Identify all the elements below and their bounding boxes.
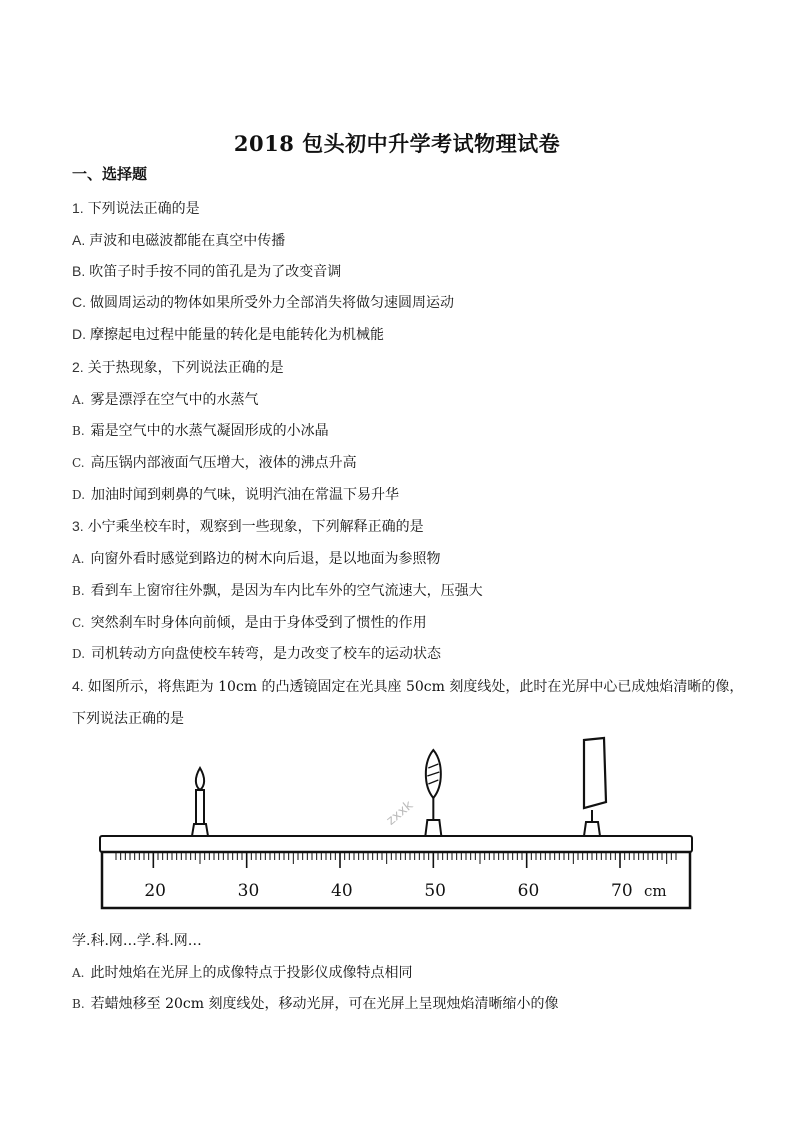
q1-option-b: B. 吹笛子时手按不同的笛孔是为了改变音调 — [72, 263, 342, 280]
question-4-stem-cont: 下列说法正确的是 — [72, 711, 184, 727]
ruler-unit: cm — [644, 882, 667, 900]
question-2-stem — [72, 357, 284, 377]
q3-option-c: C. 突然刹车时身体向前倾，是由于身体受到了惯性的作用 — [72, 615, 427, 631]
question-1-stem — [72, 198, 200, 218]
ruler-tick-label: 60 — [517, 881, 540, 901]
q3-option-b: B. 看到车上窗帘往外飘，是因为车内比车外的空气流速大，压强大 — [72, 583, 483, 599]
q3-option-d: D. 司机转动方向盘使校车转弯，是力改变了校车的运动状态 — [72, 646, 442, 662]
question-4-stem — [72, 676, 743, 696]
q3-option-a: A. 向窗外看时感觉到路边的树木向后退，是以地面为参照物 — [72, 551, 441, 567]
candle — [192, 768, 208, 836]
optical-bench-figure — [96, 728, 696, 918]
q4-option-a: A. 此时烛焰在光屏上的成像特点于投影仪成像特点相同 — [72, 965, 413, 981]
ruler-tick-label: 20 — [144, 881, 166, 901]
q2-option-a: A. 雾是漂浮在空气中的水蒸气 — [72, 392, 259, 408]
ruler-tick-label: 50 — [424, 881, 446, 901]
light-screen — [584, 738, 606, 836]
question-text: 下列说法正确的是 — [87, 201, 200, 217]
ruler-tick-label: 70 — [611, 881, 633, 901]
question-number: 4. — [72, 678, 84, 694]
q2-option-c: C. 高压锅内部液面气压增大，液体的沸点升高 — [72, 455, 357, 471]
q1-option-a: A. 声波和电磁波都能在真空中传播 — [72, 232, 286, 249]
ruler-tick-label: 40 — [331, 881, 353, 901]
question-text: 小宁乘坐校车时，观察到一些现象，下列解释正确的是 — [87, 519, 424, 535]
ruler-tick-label: 30 — [237, 881, 260, 901]
section-heading: 一、选择题 — [72, 165, 148, 183]
watermark: zxxk — [383, 797, 417, 829]
convex-lens — [425, 750, 441, 836]
q1-option-d: D. 摩擦起电过程中能量的转化是电能转化为机械能 — [72, 326, 384, 343]
bench-rail — [100, 836, 692, 852]
ruler-body — [102, 852, 690, 908]
question-number: 2. — [72, 359, 84, 375]
page-title: 2018 包头初中升学考试物理试卷 — [233, 131, 561, 156]
q1-option-c: C. 做圆周运动的物体如果所受外力全部消失将做匀速圆周运动 — [72, 294, 454, 311]
q2-option-b: B. 霜是空气中的水蒸气凝固形成的小冰晶 — [72, 423, 329, 439]
question-number: 3. — [72, 518, 84, 534]
q4-option-b: B. 若蜡烛移至 20cm 刻度线处，移动光屏，可在光屏上呈现烛焰清晰缩小的像 — [72, 996, 559, 1012]
question-text: 关于热现象，下列说法正确的是 — [87, 360, 284, 376]
question-text: 如图所示，将焦距为 10cm 的凸透镜固定在光具座 50cm 刻度线处，此时在光屏中心已成烛焰清晰的像， — [87, 679, 744, 695]
figure-caption: 学.科.网…学.科.网… — [72, 933, 202, 949]
question-number: 1. — [72, 200, 84, 216]
q2-option-d: D. 加油时闻到刺鼻的气味，说明汽油在常温下易升华 — [72, 487, 400, 503]
flame-icon — [196, 768, 204, 790]
question-3-stem — [72, 516, 424, 536]
